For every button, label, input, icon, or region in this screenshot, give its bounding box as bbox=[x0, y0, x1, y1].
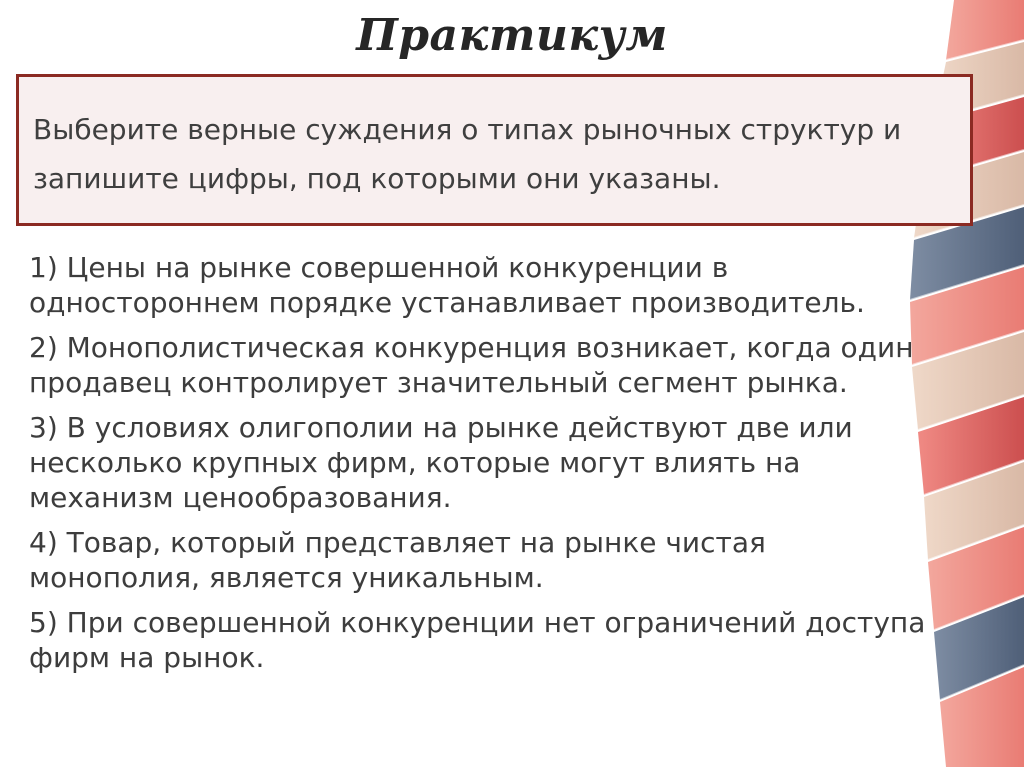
statement-item: 2) Монополистическая конкуренция возникает, когда один продавец контролирует значительный сегмент рынка. bbox=[29, 331, 914, 399]
statement-item: 1) Цены на рынке совершенной конкуренции в одностороннем порядке устанавливает производитель. bbox=[29, 251, 865, 319]
statement-item: 3) В условиях олигополии на рынке действуют две или несколько крупных фирм, которые могут влиять на механизм ценообразования. bbox=[29, 411, 853, 514]
task-box bbox=[16, 74, 973, 226]
task-text: Выберите верные суждения о типах рыночных структур и запишите цифры, под которыми они указаны. bbox=[33, 113, 902, 195]
slide-title: Практикум bbox=[356, 10, 668, 61]
statement-item: 5) При совершенной конкуренции нет ограничений доступа фирм на рынок. bbox=[29, 606, 926, 674]
statement-item: 4) Товар, который представляет на рынке чистая монополия, является уникальным. bbox=[29, 526, 766, 594]
statements-list bbox=[29, 250, 934, 685]
